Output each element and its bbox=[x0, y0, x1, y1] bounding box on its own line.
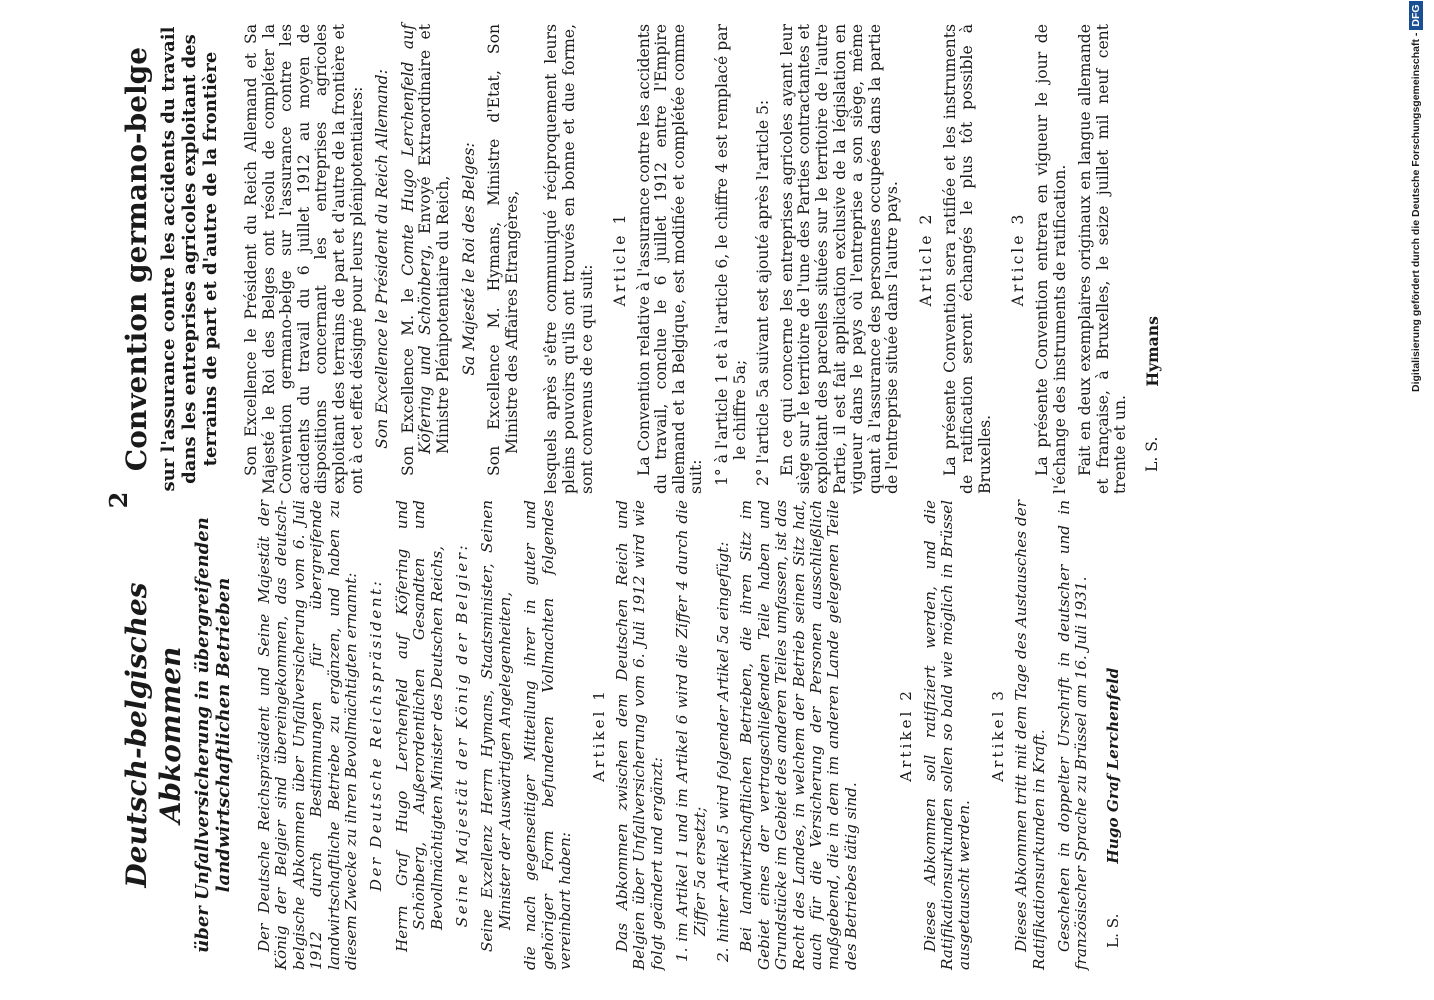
german-closing: Geschehen in doppelter Urschrift in deutscher und in französischer Sprache zu Brüssel am 16. Juli 1931. bbox=[1055, 500, 1091, 970]
german-party1-heading: Der Deutsche Reichspräsident: bbox=[367, 578, 386, 892]
french-article1-heading: Article 1 bbox=[611, 211, 630, 307]
german-article1-heading: Artikel 1 bbox=[589, 688, 608, 782]
german-seal: L. S. bbox=[1103, 913, 1122, 948]
french-signature-block bbox=[1144, 24, 1162, 494]
french-party2-body: Son Excellence M. Hymans, Ministre d'Etat, Son Ministre des Affaires Etrangères, bbox=[485, 24, 521, 476]
french-party1-rest: , Envoyé Extraordinaire et Ministre Plénipotentiaire du Reich, bbox=[416, 24, 452, 454]
french-article1-item2: 2° l'article 5a suivant est ajouté après l'article 5: bbox=[754, 99, 773, 486]
german-article1-text: Bei landwirtschaftlichen Betrieben, die ihren Sitz im Gebiet eines der vertragschließenden Teile haben und Grundstücke im Gebiet des anderen Teiles umfassen, ist das Recht des Landes, in welchem der Betrieb seinen Sitz hat, auch für die Versicherung der Personen ausschließlich maßgebend, die in dem im anderen Lande gelegenen Teile des Betriebes tätig sind. bbox=[737, 500, 860, 970]
german-article1-item1: 1. im Artikel 1 und im Artikel 6 wird die Ziffer 4 durch die Ziffer 5a ersetzt; bbox=[673, 500, 709, 962]
german-signature: Hugo Graf Lerchenfeld bbox=[1103, 667, 1122, 864]
french-article2-text: La présente Convention sera ratifiée et les instruments de ratification seront échangés le plus tôt possible à Bruxelles. bbox=[940, 24, 994, 494]
french-signature: Hymans bbox=[1142, 316, 1162, 387]
french-article1-text: En ce qui concerne les entreprises agricoles ayant leur siège sur le territoire de l'une des Parties contractantes et exploitant des parcelles situées sur le territoire de l'autre Partie, il est fait application exclusive de la législation en vigueur dans le pays où l'entreprise a son siège, même quant à l'assurance des personnes occupées dans la partie de l'entreprise située dans l'autre pays. bbox=[777, 24, 902, 494]
german-title: Deutsch-belgisches Abkommen bbox=[120, 582, 187, 888]
german-signature-block bbox=[1105, 500, 1122, 970]
german-agreement: die nach gegenseitiger Mitteilung ihrer in guter und gehöriger Form befundenen Vollmachten folgendes vereinbart haben: bbox=[521, 500, 575, 970]
german-party2-heading: Seine Majestät der König der Belgier: bbox=[453, 542, 472, 928]
french-party1-prefix: Son Excellence M. le bbox=[398, 275, 417, 476]
french-agreement: lesquels après s'être communiqué réciproquement leurs pleins pouvoirs qu'ils ont trouvés en bonne et due forme, sont convenus de ce qui suit: bbox=[542, 24, 596, 494]
german-article1-intro: Das Abkommen zwischen dem Deutschen Reich und Belgien über Unfallversicherung vom 6. Juli 1912 wird wie folgt geändert und ergänzt: bbox=[612, 500, 666, 970]
german-subtitle: über Unfallversicherung in übergreifenden landwirtschaftlichen Betrieben bbox=[192, 517, 234, 953]
french-title: Convention germano-belge bbox=[120, 46, 153, 472]
french-party1-body bbox=[400, 24, 453, 494]
french-column bbox=[120, 24, 1162, 494]
french-closing: Fait en deux exemplaires originaux en langue allemande et française, à Bruxelles, le seize juillet mil neuf cent trente et un. bbox=[1076, 24, 1130, 494]
german-article3-heading: Artikel 3 bbox=[988, 688, 1007, 782]
french-preamble: Son Excellence le Président du Reich Allemand et Sa Majesté le Roi des Belges ont résolu de compléter la Convention germano-belge sur l'assurance contre les accidents du travail du 6 juillet 1912 au moyen de dispositions concernant les entreprises agricoles exploitant des terrains de part et d'autre de la frontière et ont à cet effet désigné pour leurs plénipotentiaires: bbox=[242, 24, 366, 494]
french-article3-heading: Article 3 bbox=[1009, 211, 1028, 307]
german-party1-body: Herrn Graf Hugo Lerchenfeld auf Köfering und Schönberg, Außerordentlichen Gesandten und Bevollmächtigten Minister des Deutschen Reichs, bbox=[392, 500, 446, 952]
page-number: 2 bbox=[104, 491, 133, 509]
german-article1-item2: 2. hinter Artikel 5 wird folgender Artikel 5a eingefügt: bbox=[713, 541, 732, 962]
digitization-credit bbox=[1404, 4, 1428, 392]
digitization-credit-text: Digitalisierung gefördert durch die Deutsche Forschungsgemeinschaft - bbox=[1410, 32, 1422, 392]
french-party1-name: Comte Hugo Lerchenfeld auf Köfering und Schönberg bbox=[398, 24, 435, 454]
french-seal: L. S. bbox=[1142, 436, 1161, 472]
french-party1-heading: Son Excellence le Président du Reich Allemand: bbox=[373, 69, 392, 449]
french-article1-item1: 1° à l'article 1 et à l'article 6, le chiffre 4 est remplacé par le chiffre 5a; bbox=[713, 24, 749, 486]
french-article1-intro: La Convention relative à l'assurance contre les accidents du travail, conclue le 6 juillet 1912 entre l'Empire allemand et la Belgique, est modifiée et complétée comme suit: bbox=[634, 23, 706, 494]
german-article3-text: Dieses Abkommen tritt mit dem Tage des Austausches der Ratifikationsurkunden in Kraft. bbox=[1012, 500, 1048, 970]
german-article2-heading: Artikel 2 bbox=[897, 688, 916, 782]
french-subtitle: sur l'assurance contre les accidents du travail dans les entreprises agricoles exploitant des terrains de part et d'autre de la frontière bbox=[158, 26, 221, 492]
dfg-logo: DFG bbox=[1409, 1, 1423, 29]
french-article2-heading: Article 2 bbox=[917, 211, 935, 307]
german-party2-body: Seine Exzellenz Herrn Hymans, Staatsminister, Seinen Minister der Auswärtigen Angelegenheiten, bbox=[478, 500, 514, 952]
german-preamble: Der Deutsche Reichspräsident und Seine Majestät der König der Belgier sind übereingekommen, das deutsch-belgische Abkommen über Unfallversicherung vom 6. Juli 1912 durch Bestimmungen für übergreifende landwirtschaftliche Betriebe zu ergänzen, und haben zu diesem Zwecke zu ihren Bevollmächtigten ernannt: bbox=[255, 500, 361, 970]
rotated-page bbox=[100, 0, 1340, 1000]
french-party2-heading: Sa Majesté le Roi des Belges: bbox=[459, 142, 478, 376]
german-article2-text: Dieses Abkommen soll ratifiziert werden, und die Ratifikationsurkunden sollen so bald wie möglich in Brüssel ausgetauscht werden. bbox=[920, 500, 974, 970]
german-column bbox=[120, 500, 1122, 970]
french-article3-text: La présente Convention entrera en vigueur le jour de l'échange des instruments de ratification. bbox=[1032, 24, 1069, 494]
